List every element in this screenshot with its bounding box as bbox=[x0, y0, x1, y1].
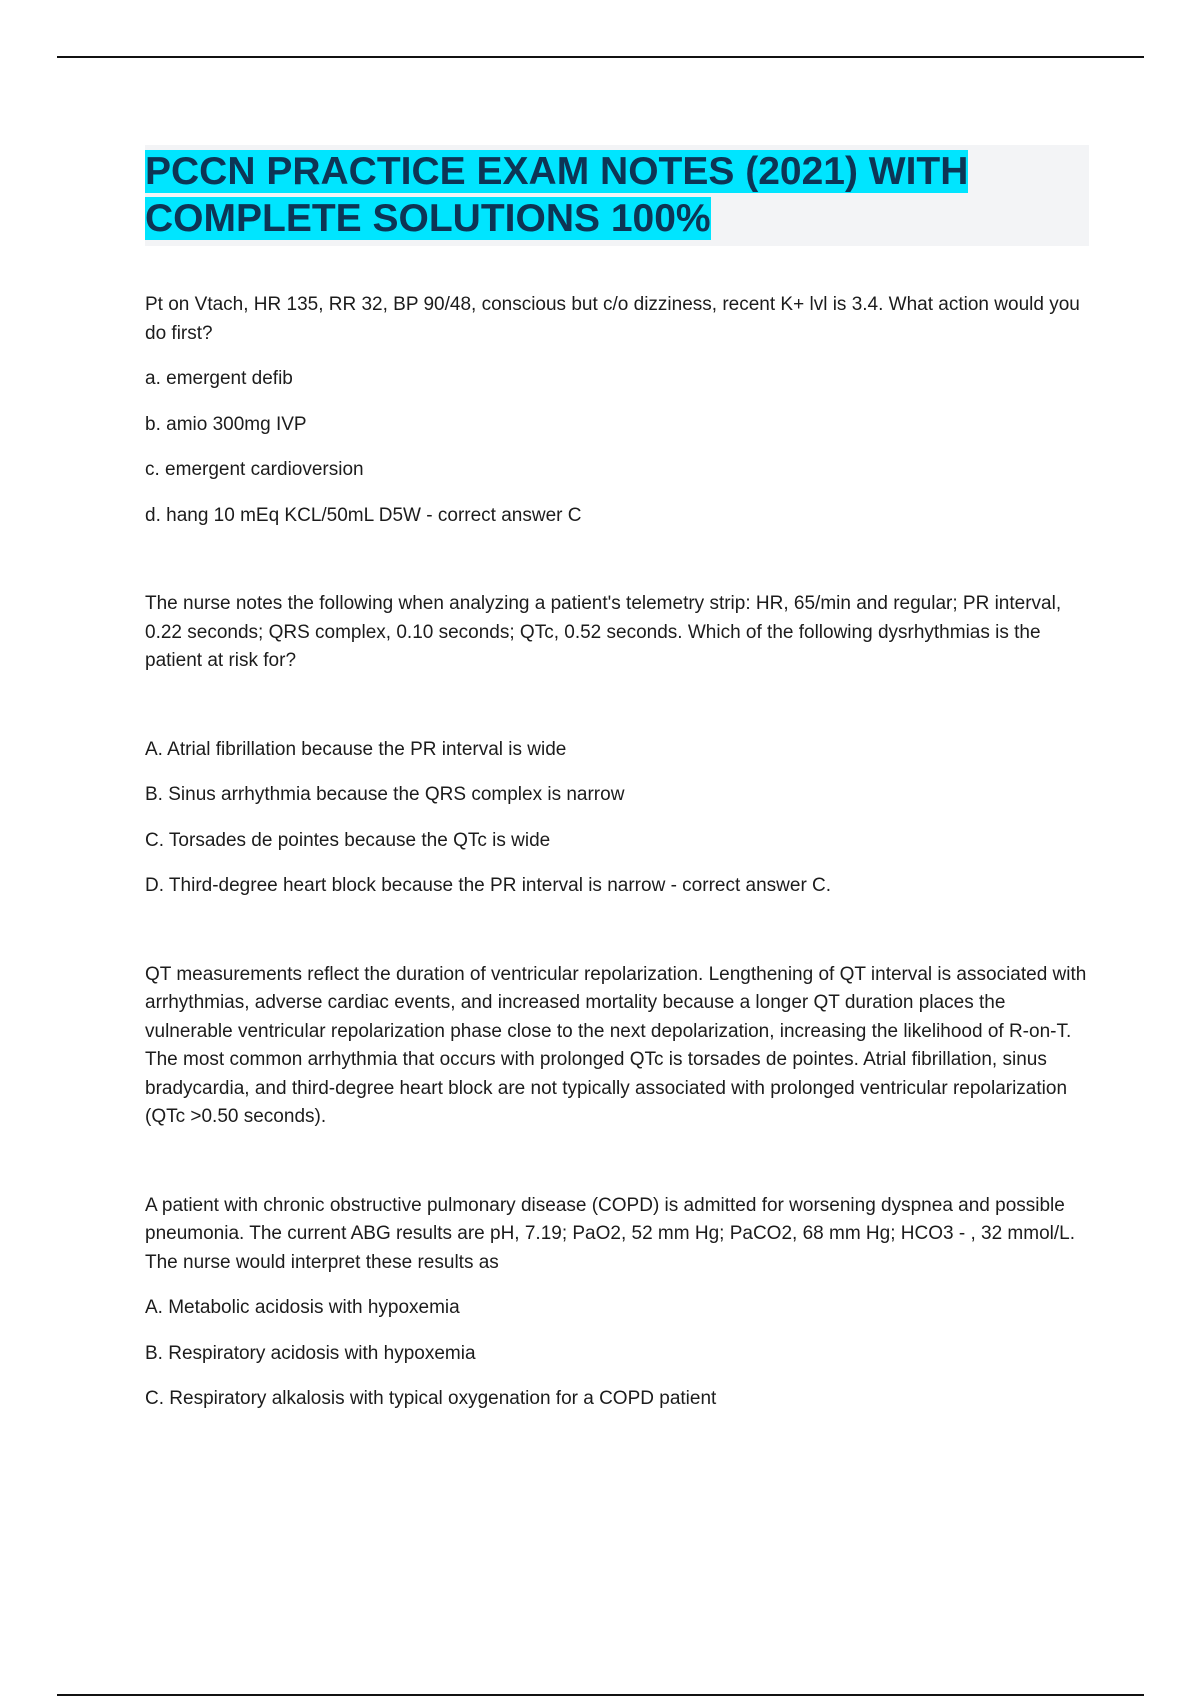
question-1 bbox=[145, 291, 1089, 530]
top-rule bbox=[57, 56, 1144, 58]
document-page bbox=[145, 145, 1089, 1414]
question-1-text: Pt on Vtach, HR 135, RR 32, BP 90/48, conscious but c/o dizziness, recent K+ lvl is 3.4. What action would you do first? bbox=[145, 294, 1080, 344]
question-3-option-b: B. Respiratory acidosis with hypoxemia bbox=[145, 1342, 476, 1364]
question-2-option-b: B. Sinus arrhythmia because the QRS complex is narrow bbox=[145, 784, 625, 805]
question-1-option-b: b. amio 300mg IVP bbox=[145, 413, 307, 435]
page-title bbox=[145, 148, 1025, 242]
question-2-option-c: C. Torsades de pointes because the QTc is wide bbox=[145, 829, 551, 851]
bottom-rule bbox=[57, 1694, 1144, 1696]
question-2-option-a: A. Atrial fibrillation because the PR interval is wide bbox=[145, 738, 567, 760]
question-1-option-c: c. emergent cardioversion bbox=[145, 459, 364, 480]
question-2-option-d: D. Third-degree heart block because the PR interval is narrow - correct answer C. bbox=[145, 875, 832, 896]
question-1-option-a: a. emergent defib bbox=[145, 368, 293, 389]
question-2 bbox=[145, 590, 1089, 901]
title-box bbox=[145, 145, 1089, 246]
question-2-text: The nurse notes the following when analyzing a patient's telemetry strip: HR, 65/min and regular; PR interval, 0.22 seconds; QRS complex, 0.10 seconds; QTc, 0.52 seconds. Which of the following dysrhythmias is the patient at risk for? bbox=[145, 593, 1062, 671]
page-title-highlight: PCCN PRACTICE EXAM NOTES (2021) WITH COMPLETE SOLUTIONS 100% bbox=[145, 150, 969, 240]
question-3-text: A patient with chronic obstructive pulmonary disease (COPD) is admitted for worsening dyspnea and possible pneumonia. The current ABG results are pH, 7.19; PaO2, 52 mm Hg; PaCO2, 68 mm Hg; HCO3 - , 32 mmol/L. The nurse would interpret these results as bbox=[145, 1194, 1075, 1273]
question-3 bbox=[145, 1192, 1089, 1414]
explanation bbox=[145, 961, 1089, 1132]
question-3-option-c: C. Respiratory alkalosis with typical oxygenation for a COPD patient bbox=[145, 1388, 717, 1409]
explanation-text: QT measurements reflect the duration of ventricular repolarization. Lengthening of QT interval is associated with arrhythmias, adverse cardiac events, and increased mortality because a longer QT duration places the vulnerable ventricular repolarization phase close to the next depolarization, increasing the likelihood of R-on-T. The most common arrhythmia that occurs with prolonged QTc is torsades de pointes. Atrial fibrillation, sinus bradycardia, and third-degree heart block are not typically associated with prolonged ventricular repolarization (QTc >0.50 seconds). bbox=[145, 963, 1087, 1127]
question-1-option-d: d. hang 10 mEq KCL/50mL D5W - correct answer C bbox=[145, 504, 582, 526]
question-3-option-a: A. Metabolic acidosis with hypoxemia bbox=[145, 1297, 460, 1318]
